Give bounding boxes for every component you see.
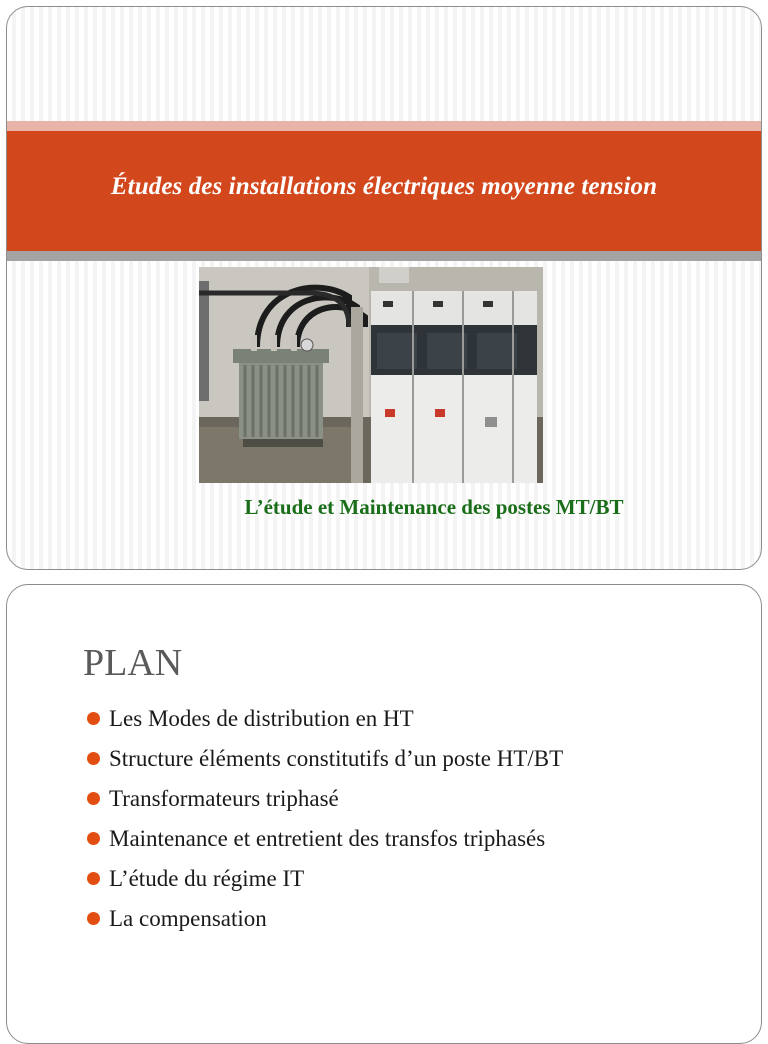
bullet-icon xyxy=(87,832,100,845)
list-item xyxy=(87,825,563,865)
bullet-icon xyxy=(87,712,100,725)
accent-band-top xyxy=(7,121,761,131)
bullet-icon xyxy=(87,792,100,805)
list-item xyxy=(87,865,563,905)
bullet-icon xyxy=(87,872,100,885)
list-item-text: Les Modes de distribution en HT xyxy=(109,706,414,731)
list-item-text: Maintenance et entretient des transfos triphasés xyxy=(109,826,546,851)
list-item-text: Transformateurs triphasé xyxy=(109,786,339,811)
substation-photo-drawing xyxy=(199,267,543,483)
bullet-icon xyxy=(87,912,100,925)
substation-photo xyxy=(199,267,543,483)
list-item-text: Structure éléments constitutifs d’un poste HT/BT xyxy=(109,746,564,771)
list-item xyxy=(87,705,563,745)
list-item xyxy=(87,785,563,825)
plan-slide xyxy=(6,584,762,1044)
title-slide xyxy=(6,6,762,570)
list-item xyxy=(87,745,563,785)
list-item-text: L’étude du régime IT xyxy=(109,866,305,891)
list-item-text: La compensation xyxy=(109,906,267,931)
slide-subtitle: L’étude et Maintenance des postes MT/BT xyxy=(244,495,624,519)
accent-band-bottom xyxy=(7,251,761,261)
list-item xyxy=(87,905,563,945)
plan-heading: PLAN xyxy=(83,642,183,684)
plan-list xyxy=(87,705,563,945)
title-band xyxy=(7,131,761,251)
bullet-icon xyxy=(87,752,100,765)
slide-title: Études des installations électriques moyenne tension xyxy=(110,173,658,200)
